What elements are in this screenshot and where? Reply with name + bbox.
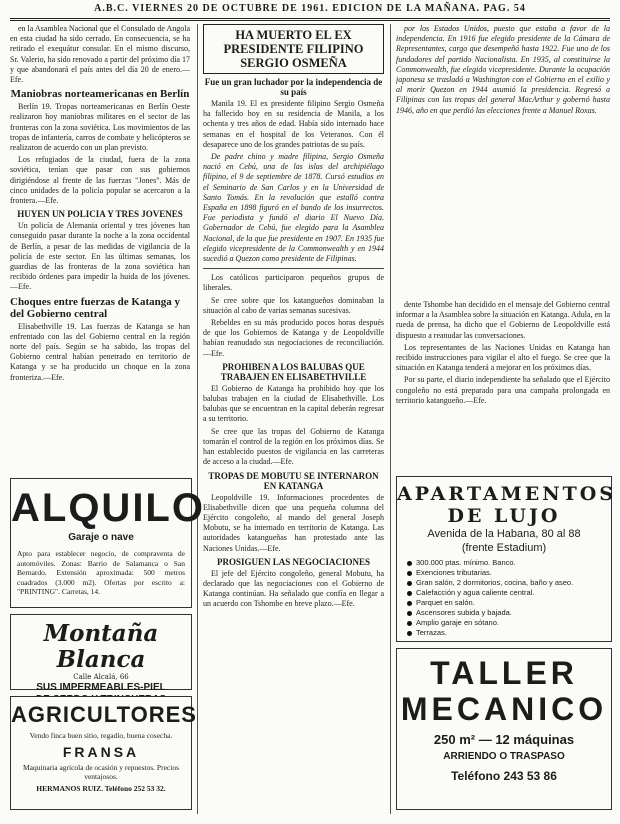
article-paragraph: Los refugiados de la ciudad, fuera de la zona soviética, tenían que pasar con sus gobiernos dirigiéndose al frente de las fuerzas "Jones". Más de cinco unidades de la policía popular se acercaron a la frontera.—Efe. [10, 155, 190, 206]
ad-apartamentos-item-text: Ascensores subida y bajada. [416, 608, 512, 617]
masthead: A.B.C. VIERNES 20 DE OCTUBRE DE 1961. EDICION DE LA MAÑANA. PAG. 54 [94, 3, 526, 14]
ad-taller-spec: 250 m² — 12 máquinas [433, 732, 575, 747]
article-paragraph: Leopoldville 19. Informaciones procedentes de Elisabethville dicen que una pequeña columna del Ejército congoleño, al mando del general Joseph Mobutu, se ha internado en territorio de Katanga. Las autoridades katangueñas han protestado ante las Naciones Unidas.—Efe. [203, 492, 384, 553]
ad-agricultores-brand: FRANSA [62, 743, 140, 760]
ad-montana-address: Calle Alcalá, 66 [73, 673, 129, 681]
ad-apartamentos-item [407, 568, 601, 578]
bullet-icon [407, 601, 412, 606]
ad-apartamentos [396, 476, 616, 642]
ad-alquilo-body: Apto para establecer negocio, de compraventa de automóviles. Zonas: Barrio de Salamanca o San Bernardo. Extensión aproximada: 500 metros cuadrados (3.000 m2). Ofertas por escrito a: "PRINTING". Carretas, 14. [17, 549, 185, 596]
ad-apartamentos-item-text: Parquet en salón. [416, 598, 475, 607]
article-paragraph: Elisabethville 19. Las fuerzas de Katanga se han enfrentado con las del Gobierno central en la región norte del país. Según se ha sabido, las tropas del Gobierno central habían penetrado en territorio de Katanga y se ha producido un choque en la zona fronteriza.—Efe. [10, 321, 190, 382]
headline-prosiguen: PROSIGUEN LAS NEGOCIACIONES [216, 556, 371, 567]
bullet-icon [407, 591, 412, 596]
ad-apartamentos-item [407, 628, 601, 638]
ad-taller [396, 648, 612, 810]
column-3-top [396, 24, 610, 294]
ad-apartamentos-list [397, 558, 611, 638]
ad-alquilo-title: ALQUILO [11, 486, 205, 530]
article-paragraph: Manila 19. El ex presidente filipino Sergio Osmeña ha fallecido hoy en su residencia de Manila, a los ochenta y tres años de edad. Había sido internado hace semanas en el hospital de los Veteranos. Con él desaparece uno de los grandes patriotas de su país. [203, 99, 384, 149]
ad-montana-blanca [10, 614, 192, 693]
deck-osmena: Fue un gran luchador por la independencia de su país [204, 77, 383, 97]
article-intro: en la Asamblea Nacional que el Consulado de Angola en esta ciudad ha sido cerrado. En consecuencia, se ha retirado el exequátur consular. En el mismo discurso, Sr. Valerio, ha sido renovado a partir del próximo día 17 y que abandonará el país antes del día 20 de enero.—Efe. [10, 24, 190, 85]
ad-apartamentos-title2: DE LUJO [447, 505, 561, 527]
article-paragraph: Los representantes de las Naciones Unidas en Katanga han recibido instrucciones para vigilar el alto el fuego. Se cree que la situación en Katanga tenderá a mejorar en los próximos días. [396, 342, 610, 373]
ad-montana-title: Montaña Blanca [43, 620, 159, 673]
ad-apartamentos-item [407, 598, 601, 608]
ad-agricultores-body1: Vendo finca buen sitio, regadío, buena cosecha. [29, 731, 173, 740]
headline-maniobras: Maniobras norteamericanas en Berlín [10, 88, 190, 101]
column-divider [197, 24, 198, 814]
separator [203, 268, 384, 269]
ad-apartamentos-item [407, 558, 601, 568]
ad-apartamentos-item [407, 608, 601, 618]
ad-apartamentos-item-text: Terrazas. [416, 628, 447, 637]
ad-agricultores-contact: HERMANOS RUIZ. Teléfono 252 53 32. [36, 783, 166, 793]
ad-agricultores-title: AGRICULTORES [11, 702, 197, 727]
ad-taller-phone: Teléfono 243 53 86 [451, 769, 557, 783]
ad-apartamentos-sub: (frente Estadium) [461, 542, 547, 554]
column-1 [10, 24, 190, 424]
ad-apartamentos-address: Avenida de la Habana, 80 al 88 [427, 528, 581, 540]
ad-apartamentos-item-text: Gran salón, 2 dormitorios, cocina, baño y aseo. [416, 578, 574, 587]
ad-taller-title1: TALLER [430, 655, 578, 691]
column-divider [390, 24, 391, 814]
article-paragraph: Por su parte, el diario independiente ha señalado que el Ejército congoleño no está preparado para una campaña prolongada en territorio katangueño.—Efe. [396, 375, 610, 405]
ad-apartamentos-item-text: Amplio garaje en sótano. [416, 618, 499, 627]
headline-huyen: HUYEN UN POLICIA Y TRES JOVENES [17, 209, 183, 220]
bullet-icon [407, 581, 412, 586]
ad-apartamentos-item [407, 618, 601, 628]
ad-alquilo [10, 478, 205, 608]
article-paragraph-italic: por los Estados Unidos, puesto que estaba a favor de la independencia. En 1916 fue elegido presidente de la Cámara de Representantes, cargo que desempeñó hasta 1922. Fue uno de los fundadores del partido Nacionalista. En 1935, al constituirse la Commonwealth, fue elegido vicepresidente. Durante la ocupación japonesa se trasladó a Washington con el Gobierno en el exilio y al morir Quezon en 1944 asumió la presidencia. Regresó a Filipinas con las tropas del general MacArthur y gobernó hasta 1946, año en que perdió las elecciones frente a Manuel Roxas. [396, 24, 610, 115]
ad-montana-line1: SUS IMPERMEABLES-PIEL [36, 682, 166, 693]
ad-agricultores-body2: Maquinaria agrícola de ocasión y repuestos. Precios ventajosos. [23, 762, 179, 781]
article-paragraph: Se cree sobre que los katangueños dominaban la situación al cabo de varias semanas sucesivas. [203, 295, 384, 315]
headline-tropas: TROPAS DE MOBUTU SE INTERNARON EN KATANGA [208, 470, 379, 491]
article-paragraph: Rebeldes en su más producido pocos horas después de que los Gobiernos de Katanga y de Leopoldville habían reanudado sus negociaciones de reconciliación.—Efe. [203, 318, 384, 358]
ad-alquilo-subtitle: Garaje o nave [68, 532, 134, 543]
ad-apartamentos-title1: APARTAMENTOS [397, 483, 616, 505]
bullet-icon [407, 611, 412, 616]
ad-taller-terms: ARRIENDO O TRASPASO [443, 751, 565, 762]
masthead-rule [10, 18, 610, 19]
article-paragraph-italic: De padre chino y madre filipina, Sergio Osmeña nació en Cebú, una de las islas del archipiélago filipino, el 9 de septiembre de 1878. Cursó estudios en el Seminario de San Carlos y en la Universidad de Santo Tomás. En la revolución que estalló contra España en 1898 figuró en el bando de los insurrectos. Fue periodista y fundó el diario El Nuevo Día. Gobernador de Cebú, fue elegido para la Asamblea Nacional, de la que fue presidente en 1907. En 1935 fue elegido vicepresidente de la Commonwealth y en 1944 sucedió a Quezon como presidente de Filipinas. [203, 152, 384, 264]
bullet-icon [407, 561, 412, 566]
article-paragraph: Un policía de Alemania oriental y tres jóvenes han conseguido pasar durante la noche a la zona occidental de Berlín, a pesar de las medidas de vigilancia de la policía de este sector. En las últimas semanas, los guardias de las fronteras de la zona soviética han recibido órdenes para impedir la huida de los jóvenes.—Efe. [10, 221, 190, 292]
bullet-icon [407, 571, 412, 576]
ad-apartamentos-item-text: 300.000 ptas. mínimo. Banco. [416, 558, 516, 567]
article-paragraph: El jefe del Ejército congoleño, general Mobutu, ha declarado que las negociaciones con el Gobierno de Katanga continúan. Ha señalado que confía en llegar a un acuerdo con Tshombe en breve plazo.—Efe. [203, 568, 384, 609]
masthead-rule-2 [10, 20, 610, 21]
article-paragraph: Se cree que las tropas del Gobierno de Katanga tomarán el control de la región en los próximos días. Se han establecido puestos de vigilancia en las carreteras de acceso a la ciudad.—Efe. [203, 426, 384, 467]
column-2 [203, 24, 384, 814]
ad-apartamentos-item [407, 578, 601, 588]
article-paragraph: El Gobierno de Katanga ha prohibido hoy que los balubas trabajen en la ciudad de Elisabethville. Los balubas que se encuentran en la capital deberán regresar a su territorio. [203, 383, 384, 424]
headline-choques: Choques entre fuerzas de Katanga y del Gobierno central [10, 295, 180, 320]
article-paragraph: dente Tshombe han decidido en el mensaje del Gobierno central informar a la Asamblea sobre la situación en Katanga. Adula, en la rueda de prensa, ha dicho que el Gobierno de Leopoldville está dispuesto a reanudar las conversaciones. [396, 300, 610, 340]
ad-apartamentos-item-text: Calefacción y agua caliente central. [416, 588, 535, 597]
headline-prohiben: PROHIBEN A LOS BALUBAS QUE TRABAJEN EN ELISABETHVILLE [220, 361, 367, 382]
ad-apartamentos-item-text: Exenciones tributarias. [416, 568, 492, 577]
column-3-middle [396, 300, 610, 470]
article-paragraph: Berlín 19. Tropas norteamericanas en Berlín Oeste realizaron hoy maniobras militares en el sector de las fronteras con la zona soviética. Los movimientos de las tropas de infantería, carros de combate y helicópteros se realizaron de acuerdo con un plan previsto. [10, 102, 190, 153]
ad-agricultores [10, 696, 197, 810]
ad-taller-title2: MECANICO [400, 691, 608, 727]
bullet-icon [407, 631, 412, 636]
headline-osmena: HA MUERTO EL EX PRESIDENTE FILIPINO SERGIO OSMEÑA [223, 28, 364, 70]
ad-apartamentos-item [407, 588, 601, 598]
article-paragraph: Los católicos participaron pequeños grupos de liberales. [203, 273, 384, 293]
bullet-icon [407, 621, 412, 626]
headline-box [203, 24, 384, 74]
